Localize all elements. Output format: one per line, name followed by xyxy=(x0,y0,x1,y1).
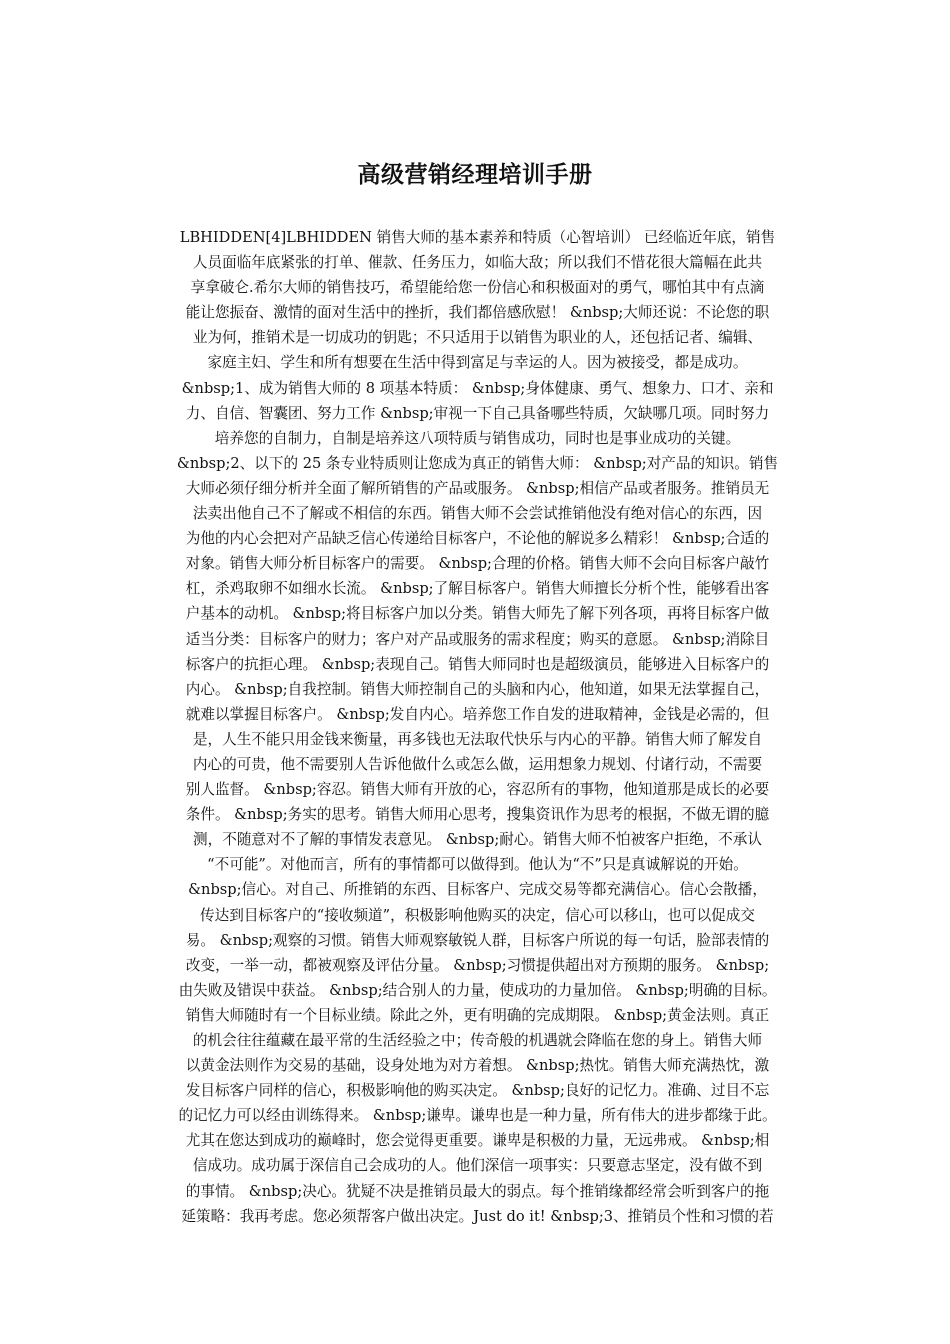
body-line: 条件。 &nbsp;务实的思考。销售大师用心思考，搜集资讯作为思考的根据，不做无谓的臆 xyxy=(185,806,770,824)
body-line: 户基本的动机。 &nbsp;将目标客户加以分类。销售大师先了解下列各项，再将目标客户做 xyxy=(185,605,770,623)
body-line: 内心的可贵，他不需要别人告诉他做什么或怎么做，运用想象力规划、付诸行动，不需要 xyxy=(192,755,763,773)
body-line: 信成功。成功属于深信自己会成功的人。他们深信一项事实：只要意志坚定，没有做不到 xyxy=(192,1157,763,1175)
document-title: 高级营销经理培训手册 xyxy=(357,162,593,188)
body-line: 人员面临年底紧张的打单、催款、任务压力，如临大敌；所以我们不惜花很大篇幅在此共 xyxy=(192,254,763,272)
body-line: 力、自信、智囊团、努力工作 &nbsp;审视一下自己具备哪些特质，欠缺哪几项。同时努力 xyxy=(185,404,770,422)
body-line: “不可能”。对他而言，所有的事情都可以做得到。他认为“不”只是真诚解说的开始。 xyxy=(207,856,748,874)
document-body xyxy=(140,225,815,1229)
body-line: 延策略：我再考虑。您必须帮客户做出决定。Just do it! &nbsp;3、推销员个性和习惯的若 xyxy=(181,1207,774,1225)
body-line: 别人监督。 &nbsp;容忍。销售大师有开放的心，容忍所有的事物，他知道那是成长的必要 xyxy=(185,781,770,799)
body-line: 改变，一举一动，都被观察及评估分量。 &nbsp;习惯提供超出对方预期的服务。 &nbsp; xyxy=(185,956,770,974)
body-line: LBHIDDEN[4]LBHIDDEN 销售大师的基本素养和特质（心智培训） 已经临近年底，销售 xyxy=(179,229,776,246)
body-line: 由失败及错误中获益。 &nbsp;结合别人的力量，使成功的力量加倍。 &nbsp;明确的目标。 xyxy=(178,981,777,999)
body-line: 培养您的自制力，自制是培养这八项特质与销售成功，同时也是事业成功的关键。 xyxy=(214,429,741,447)
body-line: 的机会往往蕴藏在最平常的生活经验之中；传奇般的机遇就会降临在您的身上。销售大师 xyxy=(192,1032,763,1049)
body-line: &nbsp;信心。对自己、所推销的东西、目标客户、完成交易等都充满信心。信心会散播， xyxy=(188,881,767,899)
body-line: 标客户的抗拒心理。 &nbsp;表现自己。销售大师同时也是超级演员，能够进入目标客户的 xyxy=(185,655,770,673)
body-line: 家庭主妇、学生和所有想要在生活中得到富足与幸运的人。因为被接受，都是成功。 xyxy=(207,354,748,372)
body-line: 发目标客户同样的信心，积极影响他的购买决定。 &nbsp;良好的记忆力。准确、过目不忘 xyxy=(185,1082,770,1100)
body-line: 适当分类：目标客户的财力；客户对产品或服务的需求程度；购买的意愿。 &nbsp;消除目 xyxy=(185,630,770,648)
body-line: 业为何，推销术是一切成功的钥匙；不只适用于以销售为职业的人，还包括记者、编辑、 xyxy=(192,329,763,347)
body-line: 能让您振奋、激情的面对生活中的挫折，我们都倍感欣慰！ &nbsp;大师还说：不论您的职 xyxy=(185,304,770,322)
body-line: 测，不随意对不了解的事情发表意见。 &nbsp;耐心。销售大师不怕被客户拒绝，不承认 xyxy=(193,831,762,849)
body-line: &nbsp;1、成为销售大师的 8 项基本特质： &nbsp;身体健康、勇气、想象力、口才、亲和 xyxy=(181,379,774,397)
body-line: 法卖出他自己不了解或不相信的东西。销售大师不会尝试推销他没有绝对信心的东西，因 xyxy=(192,505,763,523)
body-line: 销售大师随时有一个目标业绩。除此之外，更有明确的完成期限。 &nbsp;黄金法则。真正 xyxy=(185,1006,770,1024)
body-line: 尤其在您达到成功的巅峰时，您会觉得更重要。谦卑是积极的力量，无远弗戒。 &nbsp;相 xyxy=(185,1132,770,1150)
body-line: 是，人生不能只用金钱来衡量，再多钱也无法取代快乐与内心的平静。销售大师了解发自 xyxy=(192,730,763,748)
body-line: 易。 &nbsp;观察的习惯。销售大师观察敏锐人群，目标客户所说的每一句话，脸部表情的 xyxy=(185,931,770,949)
body-line: 为他的内心会把对产品缺乏信心传递给目标客户，不论他的解说多么精彩！ &nbsp;合适的 xyxy=(185,530,770,548)
body-line: 内心。 &nbsp;自我控制。销售大师控制自己的头脑和内心，他知道，如果无法掌握自己， xyxy=(185,680,770,698)
body-line: 以黄金法则作为交易的基础，设身处地为对方着想。 &nbsp;热忱。销售大师充满热忱，激 xyxy=(185,1057,770,1075)
body-line: 对象。销售大师分析目标客户的需要。 &nbsp;合理的价格。销售大师不会向目标客户敲竹 xyxy=(185,555,770,573)
body-line: 的事情。 &nbsp;决心。犹疑不决是推销员最大的弱点。每个推销缘都经常会听到客户的拖 xyxy=(185,1182,770,1200)
body-line: 杠，杀鸡取卵不如细水长流。 &nbsp;了解目标客户。销售大师擅长分析个性，能够看出客 xyxy=(185,580,770,598)
body-line: &nbsp;2、以下的 25 条专业特质则让您成为真正的销售大师： &nbsp;对产品的知识。销售 xyxy=(176,454,779,472)
body-line: 大师必须仔细分析并全面了解所销售的产品或服务。 &nbsp;相信产品或者服务。推销员无 xyxy=(185,479,770,497)
body-line: 享拿破仑.希尔大师的销售技巧，希望能给您一份信心和积极面对的勇气，哪怕其中有点滴 xyxy=(190,279,765,297)
body-line: 传达到目标客户的“接收频道”，积极影响他购买的决定，信心可以移山，也可以促成交 xyxy=(200,906,755,924)
body-line: 就难以掌握目标客户。 &nbsp;发自内心。培养您工作自发的进取精神，金钱是必需的，但 xyxy=(185,705,770,723)
body-line: 的记忆力可以经由训练得来。 &nbsp;谦卑。谦卑也是一种力量，所有伟大的进步都缘于此。 xyxy=(178,1107,777,1125)
